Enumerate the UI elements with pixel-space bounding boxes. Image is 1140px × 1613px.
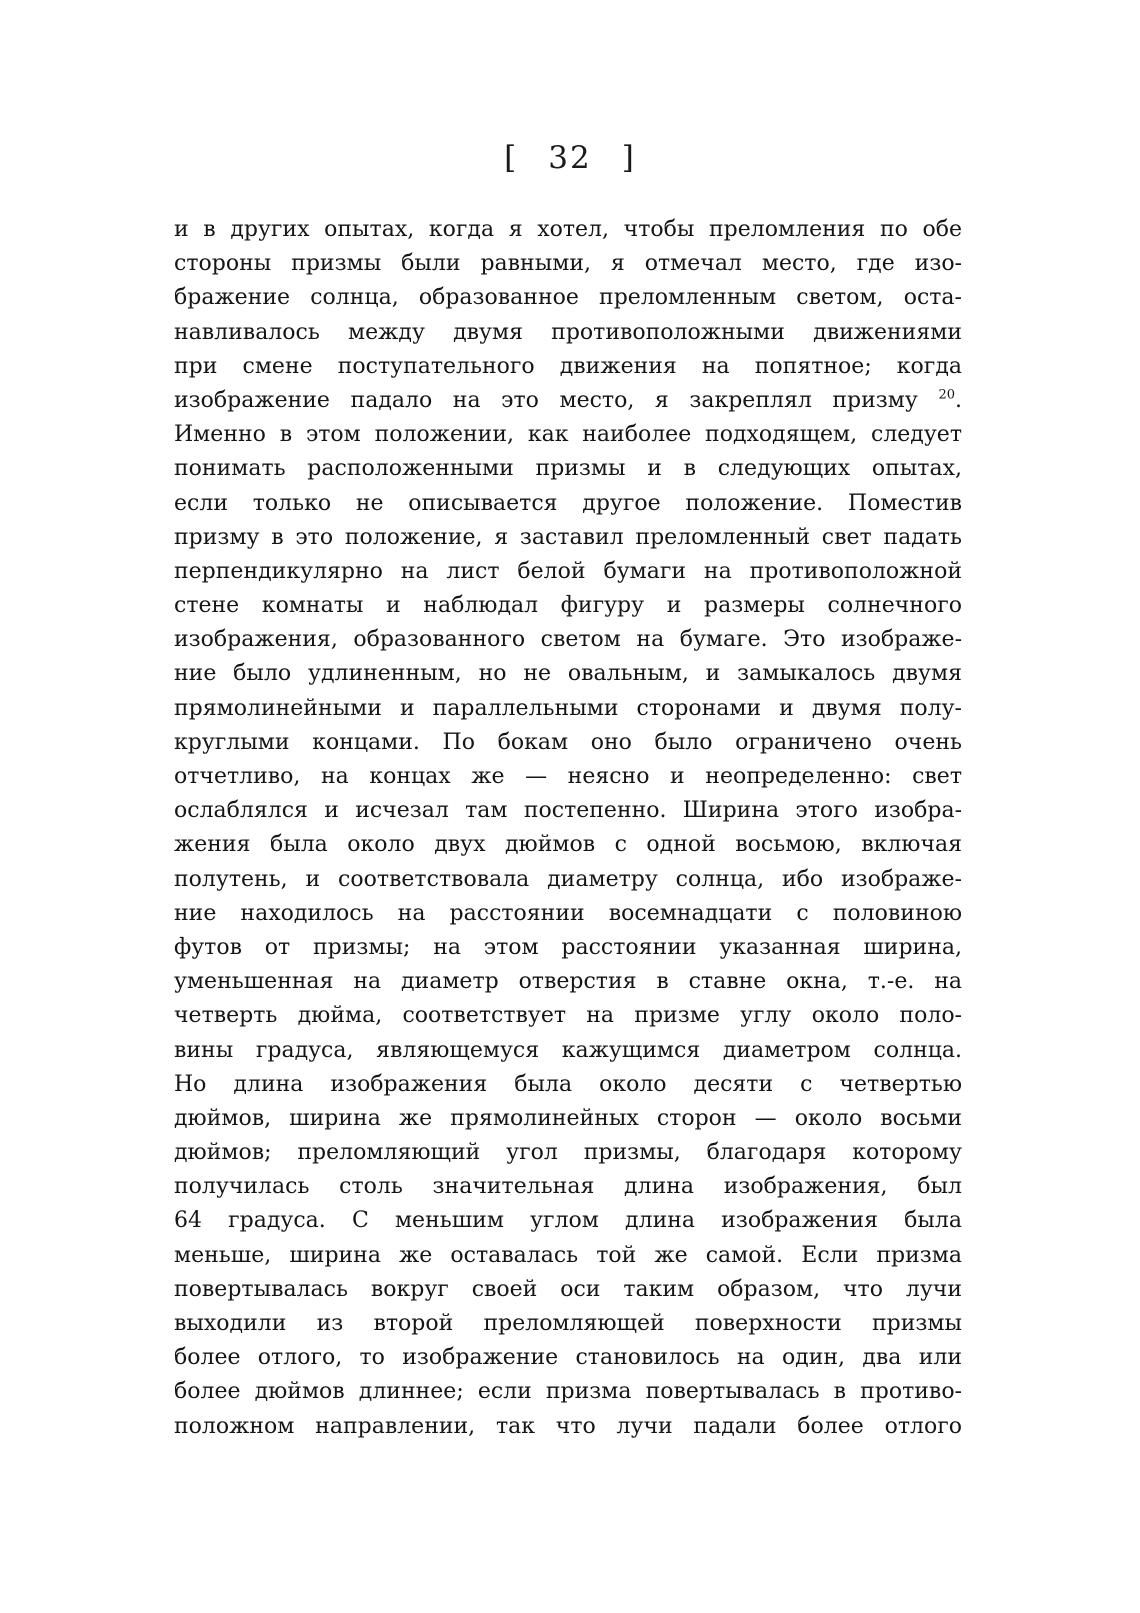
text-line: четверть дюйма, соответствует на призме углу около поло-: [174, 1003, 962, 1029]
text-line-end: .: [955, 387, 962, 413]
text-line: понимать расположенными призмы и в следующих опытах,: [174, 456, 962, 482]
text-line: более отлого, то изображение становилось на один, два или: [174, 1345, 962, 1371]
text-line: изображения, образованного светом на бумаге. Это изображе-: [174, 627, 962, 653]
text-line: более дюймов длиннее; если призма повертывалась в противо-: [174, 1379, 962, 1405]
text-line: если только не описывается другое положение. Поместив: [174, 490, 962, 516]
body-text: [174, 213, 962, 1444]
text-line: жения была около двух дюймов с одной восьмою, включая: [174, 832, 962, 858]
text-line-with-footnote: [174, 384, 962, 418]
page-number-value: 32: [548, 140, 592, 176]
text-line: ние находилось на расстоянии восемнадцати с половиною: [174, 900, 962, 926]
text-line: стороны призмы были равными, я отмечал место, где изо-: [174, 251, 962, 277]
text-line: перпендикулярно на лист белой бумаги на противоположной: [174, 558, 962, 584]
text-line: круглыми концами. По бокам оно было ограничено очень: [174, 729, 962, 755]
text-line: выходили из второй преломляющей поверхности призмы: [174, 1311, 962, 1336]
text-line: полутень, и соответствовала диаметру солнца, ибо изображе-: [174, 866, 962, 892]
text-line: Но длина изображения была около десяти с четвертью: [174, 1071, 962, 1097]
text-line: отчетливо, на концах же — неясно и неопределенно: свет: [174, 764, 962, 789]
text-line: меньше, ширина же оставалась той же самой. Если призма: [174, 1242, 962, 1268]
text-line: стене комнаты и наблюдал фигуру и размеры солнечного: [174, 593, 962, 619]
text-line: бражение солнца, образованное преломленным светом, оста-: [174, 285, 962, 311]
text-line: уменьшенная на диаметр отверстия в ставне окна, т.-е. на: [174, 969, 962, 995]
text-line: призму в это положение, я заставил преломленный свет падать: [174, 524, 962, 550]
page-number-open-bracket: [: [504, 140, 519, 176]
text-line: ние было удлиненным, но не овальным, и замыкалось двумя: [174, 661, 962, 687]
text-line: футов от призмы; на этом расстоянии указанная ширина,: [174, 934, 962, 960]
text-line: дюймов, ширина же прямолинейных сторон — около восьми: [174, 1105, 962, 1131]
text-line: вины градуса, являющемуся кажущимся диаметром солнца.: [174, 1037, 962, 1063]
text-line: дюймов; преломляющий угол призмы, благодаря которому: [174, 1140, 962, 1166]
text-line: и в других опытах, когда я хотел, чтобы преломления по обе: [174, 217, 962, 242]
text-line: при смене поступательного движения на попятное; когда: [174, 353, 962, 379]
text-line: прямолинейными и параллельными сторонами и двумя полу-: [174, 695, 962, 721]
text-line: 64 градуса. С меньшим углом длина изображения была: [174, 1208, 962, 1234]
text-line: ослаблялся и исчезал там постепенно. Ширина этого изобра-: [174, 798, 962, 824]
footnote-marker[interactable]: 20: [938, 387, 955, 403]
text-line-part: изображение падало на это место, я закреплял призму: [174, 387, 918, 413]
text-line: навливалось между двумя противоположными движениями: [174, 319, 962, 345]
text-line: повертывалась вокруг своей оси таким образом, что лучи: [174, 1276, 962, 1302]
page-number: [0, 140, 1140, 176]
text-line: положном направлении, так что лучи падали более отлого: [174, 1413, 962, 1439]
page-number-close-bracket: ]: [621, 140, 636, 176]
text-line: получилась столь значительная длина изображения, был: [174, 1174, 962, 1200]
text-line: Именно в этом положении, как наиболее подходящем, следует: [174, 422, 962, 448]
